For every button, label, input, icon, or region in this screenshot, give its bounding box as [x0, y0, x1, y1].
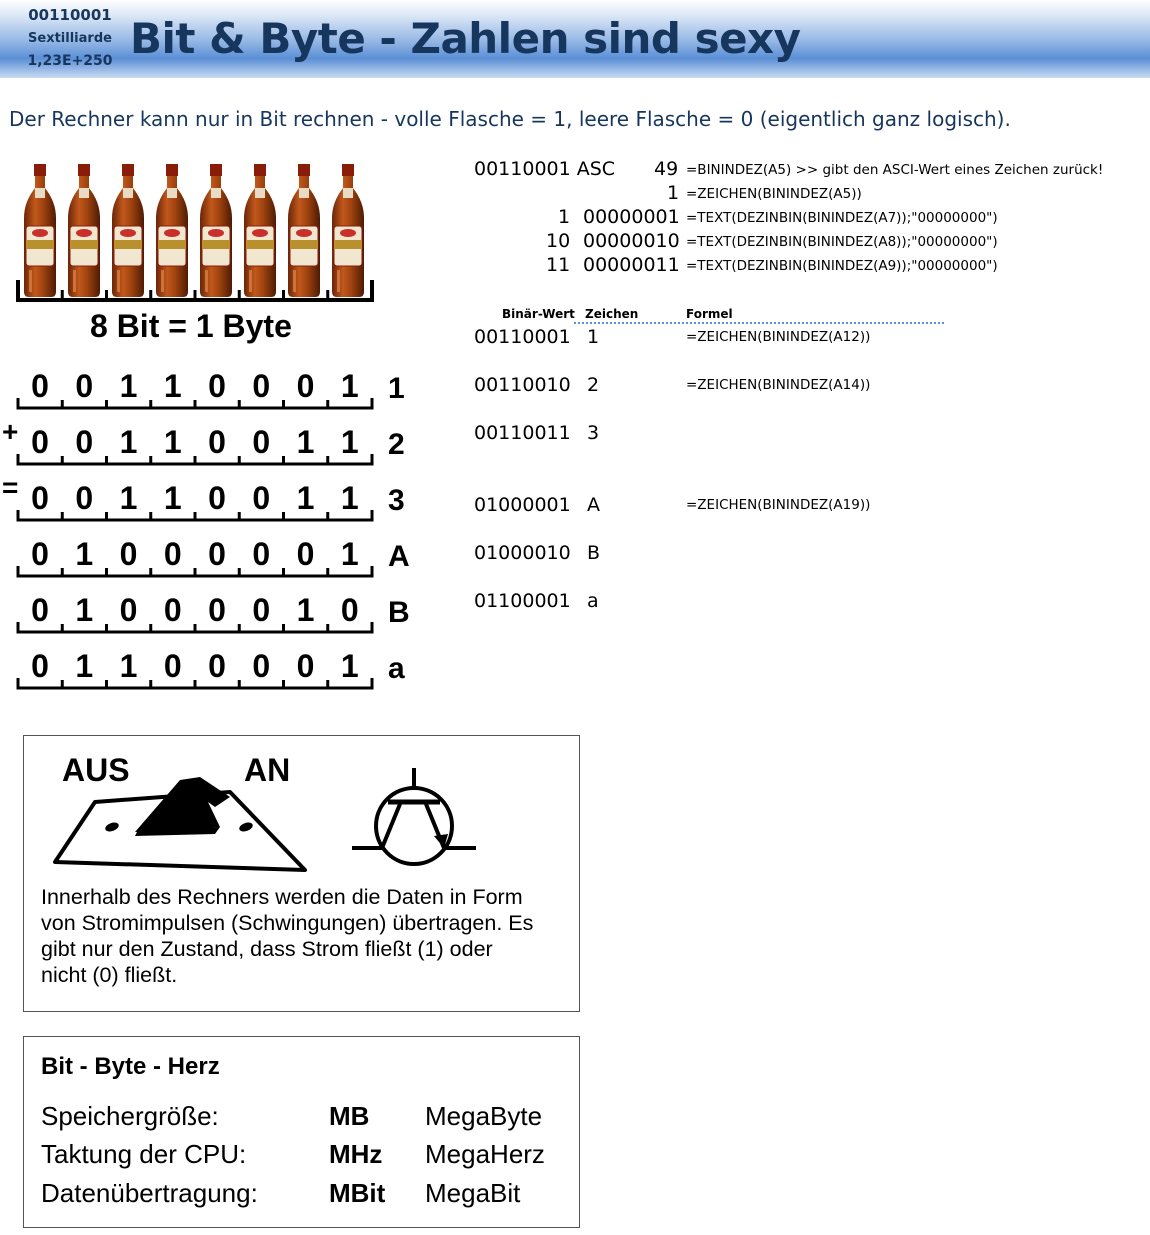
beer-bottle-icon	[288, 164, 320, 297]
binary-digits	[16, 648, 376, 704]
bit-digit: 0	[208, 480, 226, 516]
bit-digit: 0	[163, 536, 182, 572]
binary-row	[0, 416, 440, 480]
bit-digit: 1	[163, 424, 182, 460]
binary-digits	[16, 536, 376, 592]
units-abbr: MHz	[329, 1139, 383, 1169]
bin-1: 00000001	[583, 206, 680, 228]
beer-bottle-icon	[24, 164, 56, 297]
header-zeichen: Zeichen	[585, 307, 639, 321]
table-cell-char: B	[587, 542, 601, 564]
bit-digit: 0	[296, 368, 315, 404]
bit-digit: 0	[31, 592, 49, 628]
table-cell-binary: 00110011	[474, 422, 571, 444]
units-title: Bit - Byte - Herz	[41, 1053, 220, 1080]
binary-digits	[16, 480, 376, 536]
table-cell-formula: =ZEICHEN(BININDEZ(A12))	[686, 329, 871, 345]
bit-digit: 0	[163, 648, 182, 684]
binary-row-operator: =	[2, 472, 19, 503]
bit-digit: 0	[119, 592, 138, 628]
table-cell-char: 1	[587, 326, 600, 348]
bit-digit: 1	[163, 480, 182, 516]
bit-digit: 0	[208, 536, 226, 572]
table-cell-binary: 00110001	[474, 326, 571, 348]
byte-caption: 8 Bit = 1 Byte	[90, 308, 292, 344]
bit-digit: 0	[340, 592, 359, 628]
bit-digit: 0	[296, 536, 315, 572]
binary-row-char: B	[388, 596, 410, 629]
table-cell-binary: 01000001	[474, 494, 571, 516]
bit-digit: 1	[340, 480, 359, 516]
bit-digit: 1	[119, 648, 138, 684]
bit-digit: 0	[75, 368, 94, 404]
dec-3: 11	[546, 254, 571, 276]
bit-digit: 1	[340, 424, 359, 460]
binary-row	[0, 368, 440, 424]
bit-digit: 1	[119, 368, 138, 404]
table-cell-binary: 00110010	[474, 374, 571, 396]
switch-icon	[50, 772, 310, 872]
formula-1: =TEXT(DEZINBIN(BININDEZ(A7));"00000000")	[686, 210, 998, 226]
table-cell-binary: 01000010	[474, 542, 571, 564]
binary-row-operator: +	[2, 416, 19, 447]
bit-digit: 0	[163, 592, 182, 628]
formula-2: =TEXT(DEZINBIN(BININDEZ(A8));"00000000")	[686, 234, 998, 250]
units-label: Taktung der CPU:	[41, 1139, 247, 1169]
units-abbr: MB	[329, 1101, 370, 1131]
beer-bottles-image	[16, 160, 376, 305]
bit-digit: 1	[340, 368, 359, 404]
beer-bottle-icon	[244, 164, 276, 297]
header-unit: Sextilliarde	[28, 31, 112, 46]
beer-bottle-icon	[156, 164, 188, 297]
page-title: Bit & Byte - Zahlen sind sexy	[130, 14, 801, 63]
bit-digit: 0	[208, 592, 226, 628]
bit-digit: 1	[75, 648, 94, 684]
bit-digit: 0	[75, 480, 94, 516]
header-formel: Formel	[686, 307, 733, 321]
table-cell-char: 3	[587, 422, 600, 444]
an-label: AN	[244, 752, 291, 788]
transistor-icon	[352, 766, 478, 870]
binary-row-char: A	[388, 540, 410, 573]
table-cell-char: A	[587, 494, 600, 516]
units-row-transfer	[41, 1178, 581, 1212]
bit-digit: 0	[119, 536, 138, 572]
dec-2: 10	[546, 230, 571, 252]
bit-digit: 0	[31, 648, 49, 684]
bit-digit: 0	[296, 648, 315, 684]
bit-digit: 1	[119, 480, 138, 516]
units-row-cpu	[41, 1139, 581, 1173]
header-binaer-wert: Binär-Wert	[502, 307, 575, 321]
binary-row-char: 3	[388, 484, 405, 517]
bit-digit: 0	[31, 368, 49, 404]
bin-2: 00000010	[583, 230, 680, 252]
beer-bottle-icon	[112, 164, 144, 297]
intro-text: Der Rechner kann nur in Bit rechnen - volle Flasche = 1, leere Flasche = 0 (eigentlich ganz logisch).	[9, 107, 1011, 131]
units-name: MegaByte	[425, 1101, 543, 1131]
bit-digit: 1	[296, 480, 315, 516]
bit-digit: 1	[296, 424, 315, 460]
ascii-label: 00110001 ASC	[474, 158, 616, 180]
table-cell-formula: =ZEICHEN(BININDEZ(A14))	[686, 377, 871, 393]
units-label: Speichergröße:	[41, 1101, 219, 1131]
units-label: Datenübertragung:	[41, 1178, 258, 1208]
units-abbr: MBit	[329, 1178, 386, 1208]
bit-digit: 1	[119, 424, 138, 460]
binary-row-char: 2	[388, 428, 405, 461]
binary-row-char: 1	[388, 372, 405, 405]
header-divider	[574, 322, 944, 324]
bit-digit: 0	[252, 480, 271, 516]
bit-digit: 1	[75, 592, 94, 628]
table-cell-char: a	[587, 590, 599, 612]
dec-1: 1	[558, 206, 571, 228]
bit-digit: 0	[75, 424, 94, 460]
binary-row	[0, 472, 440, 536]
bit-digit: 0	[31, 536, 49, 572]
bit-digit: 0	[252, 424, 271, 460]
bit-digit: 1	[163, 368, 182, 404]
header-sci: 1,23E+250	[27, 53, 113, 69]
bit-digit: 0	[252, 648, 271, 684]
beer-bottle-icon	[68, 164, 100, 297]
bit-digit: 0	[208, 424, 226, 460]
units-row-storage	[41, 1101, 581, 1135]
aus-label: AUS	[62, 752, 130, 788]
binary-row	[0, 536, 440, 592]
bit-digit: 0	[252, 536, 271, 572]
char-value: 1	[667, 182, 680, 204]
bit-digit: 0	[208, 368, 226, 404]
binary-digits	[16, 592, 376, 648]
bin-3: 00000011	[583, 254, 680, 276]
bit-digit: 0	[208, 648, 226, 684]
binary-row-char: a	[388, 652, 405, 685]
bit-digit: 1	[340, 648, 359, 684]
units-name: MegaHerz	[425, 1139, 545, 1169]
bit-digit: 0	[252, 368, 271, 404]
bit-digit: 0	[31, 424, 49, 460]
table-cell-char: 2	[587, 374, 600, 396]
binary-digits	[16, 368, 376, 424]
header-binary: 00110001	[28, 6, 112, 24]
bit-digit: 0	[252, 592, 271, 628]
bit-digit: 1	[340, 536, 359, 572]
table-cell-formula: =ZEICHEN(BININDEZ(A19))	[686, 497, 871, 513]
switch-info-text: Innerhalb des Rechners werden die Daten in Form von Stromimpulsen (Schwingungen) übertragen. Es gibt nur den Zustand, dass Strom fließt (1) oder nicht (0) fließt.	[41, 885, 534, 987]
binary-row	[0, 592, 440, 648]
formula-3: =TEXT(DEZINBIN(BININDEZ(A9));"00000000")	[686, 258, 998, 274]
ascii-value: 49	[654, 158, 679, 180]
binary-row	[0, 648, 440, 704]
table-cell-binary: 01100001	[474, 590, 571, 612]
units-name: MegaBit	[425, 1178, 521, 1208]
beer-bottle-icon	[332, 164, 364, 297]
beer-bottle-icon	[200, 164, 232, 297]
bit-digit: 1	[75, 536, 94, 572]
bit-digit: 1	[296, 592, 315, 628]
ascii-formula: =BININDEZ(A5) >> gibt den ASCI-Wert eines Zeichen zurück!	[686, 162, 1104, 178]
char-formula: =ZEICHEN(BININDEZ(A5))	[686, 186, 862, 202]
bit-digit: 0	[31, 480, 49, 516]
binary-digits	[16, 424, 376, 480]
